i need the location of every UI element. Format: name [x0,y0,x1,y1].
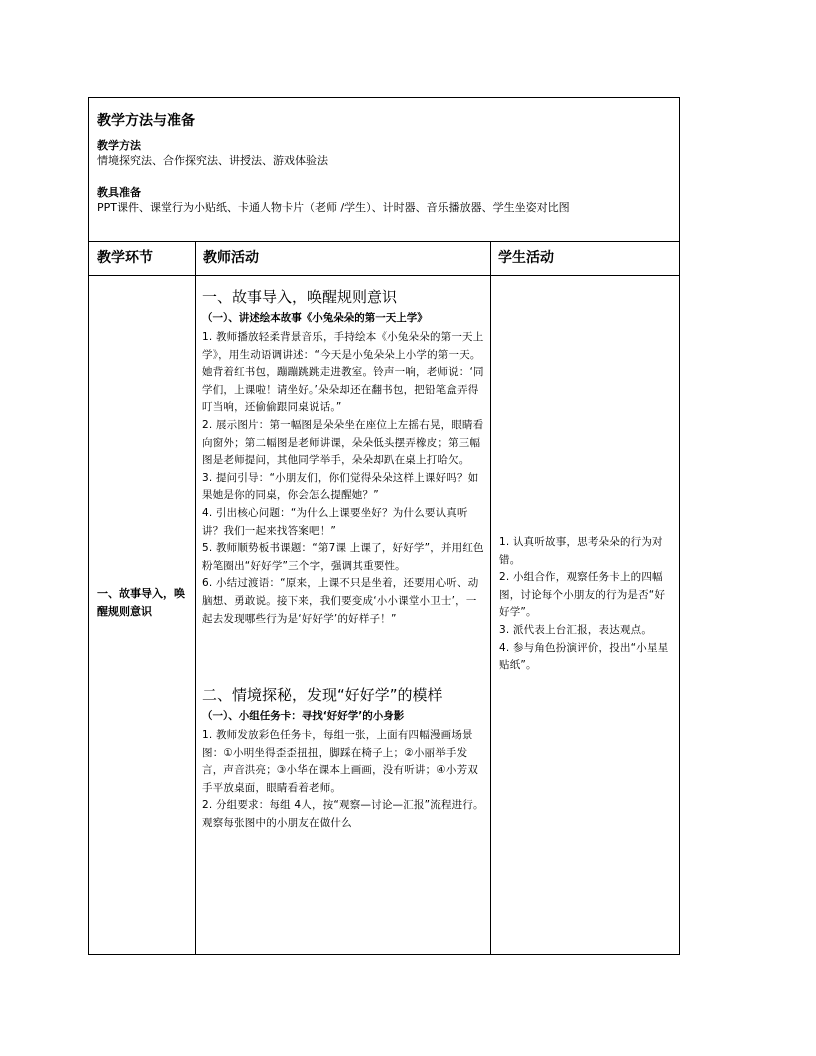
student-activity-list [499,534,671,675]
teacher-item: 2. 分组要求：每组 4人，按“观察—讨论—汇报”流程进行。观察每张图中的小朋友在做什么 [202,799,484,830]
section1-subtitle: （一）、讲述绘本故事《小兔朵朵的第一天上学》 [202,312,428,324]
teacher-item: 2. 展示图片：第一幅图是朵朵坐在座位上左摇右晃，眼睛看向窗外；第二幅图是老师讲课，朵朵低头摆弄橡皮；第三幅图是老师提问，其他同学举手，朵朵却趴在桌上打哈欠。 [202,418,484,467]
student-item: 3. 派代表上台汇报，表达观点。 [499,623,653,636]
table-header-row [89,242,679,276]
student-item: 1. 认真听故事，思考朵朵的行为对错。 [499,536,663,566]
methods-section [89,98,679,242]
section2-title: 二、情境探秘，发现“好好学”的模样 [202,686,443,705]
section2-subtitle: （一）、小组任务卡：寻找‘好好学’的小身影 [202,710,405,723]
teacher-item: 6. 小结过渡语：“原来，上课不只是坐着，还要用心听、动脑想、勇敢说。接下来，我们要变成‘小小课堂小卫士’，一起去发现哪些行为是‘好好学’的好样子！” [202,577,479,625]
teacher-item: 5. 教师顺势板书课题：“第7课 上课了，好好学”，并用红色粉笔圈出“好好学”三个字，强调其重要性。 [202,542,484,572]
header-stage: 教学环节 [97,250,153,266]
stage-cell [89,276,195,954]
teacher-item: 3. 提问引导：“小朋友们，你们觉得朵朵这样上课好吗？如果她是你的同桌，你会怎么提醒她？” [202,471,479,502]
stage-label: 一、故事导入，唤醒规则意识 [97,587,185,618]
method-text: 情境探究法、合作探究法、讲授法、游戏体验法 [97,154,328,167]
teacher-cell [196,276,490,954]
student-item: 2. 小组合作，观察任务卡上的四幅图，讨论每个小朋友的行为是否“好好学”。 [499,571,666,619]
teacher-item: 4. 引出核心问题：“为什么上课要坐好？为什么要认真听讲？我们一起来找答案吧！” [202,506,468,537]
section1-title: 一、故事导入，唤醒规则意识 [202,288,398,306]
teacher-item: 1. 教师播放轻柔背景音乐，手持绘本《小兔朵朵的第一天上学》，用生动语调讲述：“今天是小兔朵朵上小学的第一天。她背着红书包，蹦蹦跳跳走进教室。铃声一响，老师说：‘同学们，上课啦！请坐好。’朵朵却还在翻书包，把铅笔盒弄得叮当响，还偷偷跟同桌说话。” [202,331,484,414]
student-item: 4. 参与角色扮演评价，投出“小星星贴纸”。 [499,641,669,672]
teacher-item: 1. 教师发放彩色任务卡，每组一张，上面有四幅漫画场景图：①小明坐得歪歪扭扭，脚踩在椅子上；②小丽举手发言，声音洪亮；③小华在课本上画画，没有听讲；④小芳双手平放桌面，眼睛看着老师。 [202,729,479,794]
student-cell [491,276,679,954]
methods-title: 教学方法与准备 [97,113,195,129]
method-heading: 教学方法 [97,139,141,152]
prep-heading: 教具准备 [97,186,141,199]
prep-text: PPT课件、课堂行为小贴纸、卡通人物卡片（老师 /学生）、计时器、音乐播放器、学生坐姿对比图 [97,201,570,214]
lesson-plan-table [88,97,680,955]
header-student: 学生活动 [498,250,554,266]
header-teacher: 教师活动 [203,250,259,266]
